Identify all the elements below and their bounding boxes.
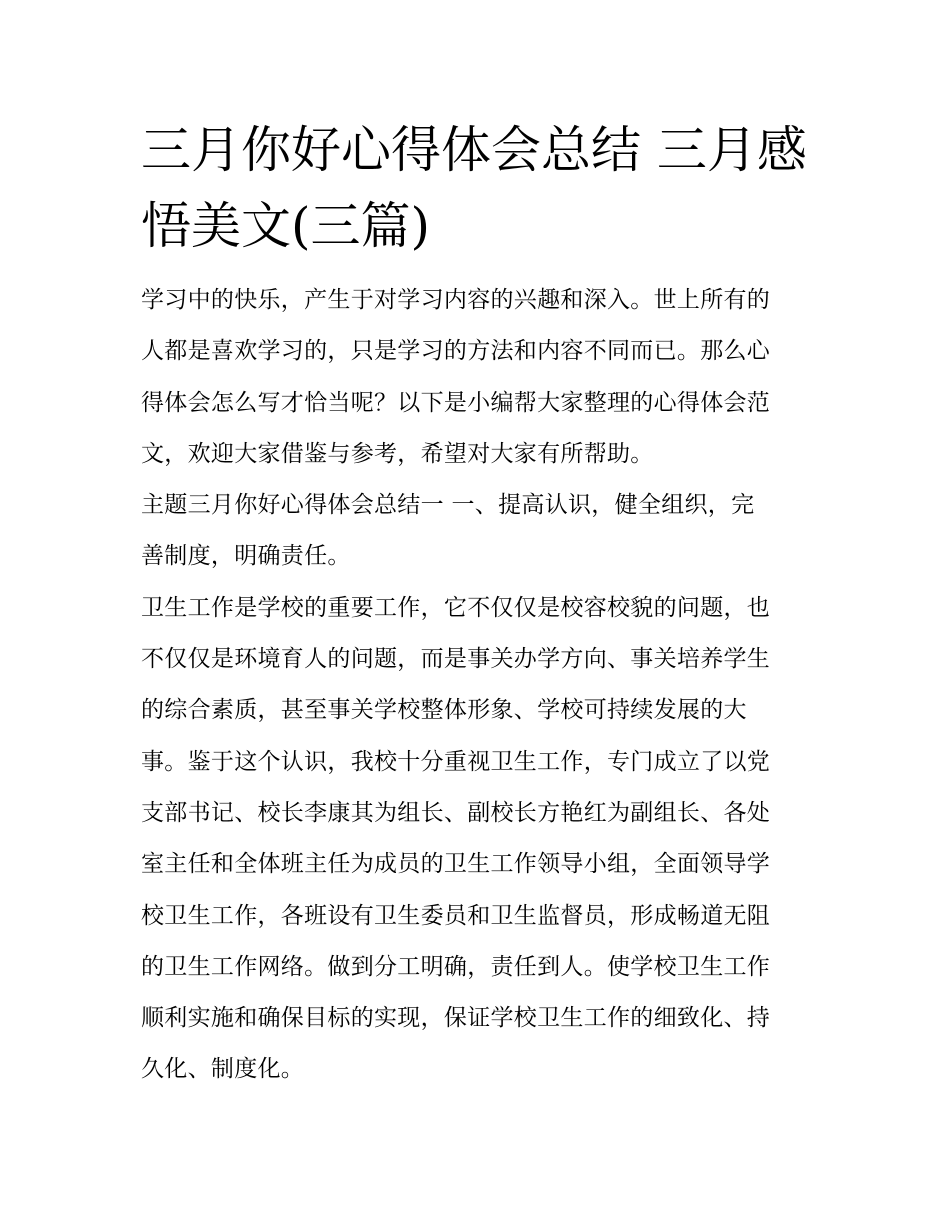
text-line: 的卫生工作网络。做到分工明确，责任到人。使学校卫生工作 [141, 953, 771, 980]
text-line: 久化、制度化。 [141, 1056, 305, 1083]
text-line: 的综合素质，甚至事关学校整体形象、学校可持续发展的大 [141, 697, 747, 724]
text-line: 人都是喜欢学习的，只是学习的方法和内容不同而已。那么心 [141, 338, 771, 365]
text-line: 得体会怎么写才恰当呢？以下是小编帮大家整理的心得体会范 [141, 389, 771, 416]
text-line: 学习中的快乐，产生于对学习内容的兴趣和深入。世上所有的 [141, 287, 771, 313]
text-line: 卫生工作是学校的重要工作，它不仅仅是校容校貌的问题，也 [141, 594, 771, 621]
text-line: 支部书记、校长李康其为组长、副校长方艳红为副组长、各处 [141, 799, 771, 826]
title-line: 悟美文(三篇) [141, 197, 431, 255]
text-line: 校卫生工作，各班设有卫生委员和卫生监督员，形成畅道无阻 [141, 902, 771, 929]
text-line: 主题三月你好心得体会总结一 一、提高认识，健全组织，完 [141, 492, 755, 519]
document-body [141, 275, 831, 1096]
section-heading-paragraph [141, 480, 831, 583]
intro-paragraph [141, 275, 831, 480]
body-paragraph [141, 583, 831, 1096]
document-title [141, 112, 821, 264]
text-line: 顺利实施和确保目标的实现，保证学校卫生工作的细致化、持 [141, 1005, 771, 1032]
text-line: 善制度，明确责任。 [141, 543, 351, 570]
text-line: 事。鉴于这个认识，我校十分重视卫生工作，专门成立了以党 [141, 748, 771, 775]
text-line: 室主任和全体班主任为成员的卫生工作领导小组，全面领导学 [141, 851, 771, 878]
text-line: 文，欢迎大家借鉴与参考，希望对大家有所帮助。 [141, 440, 654, 467]
title-line: 三月你好心得体会总结 三月感 [141, 121, 807, 179]
text-line: 不仅仅是环境育人的问题，而是事关办学方向、事关培养学生 [141, 646, 771, 673]
